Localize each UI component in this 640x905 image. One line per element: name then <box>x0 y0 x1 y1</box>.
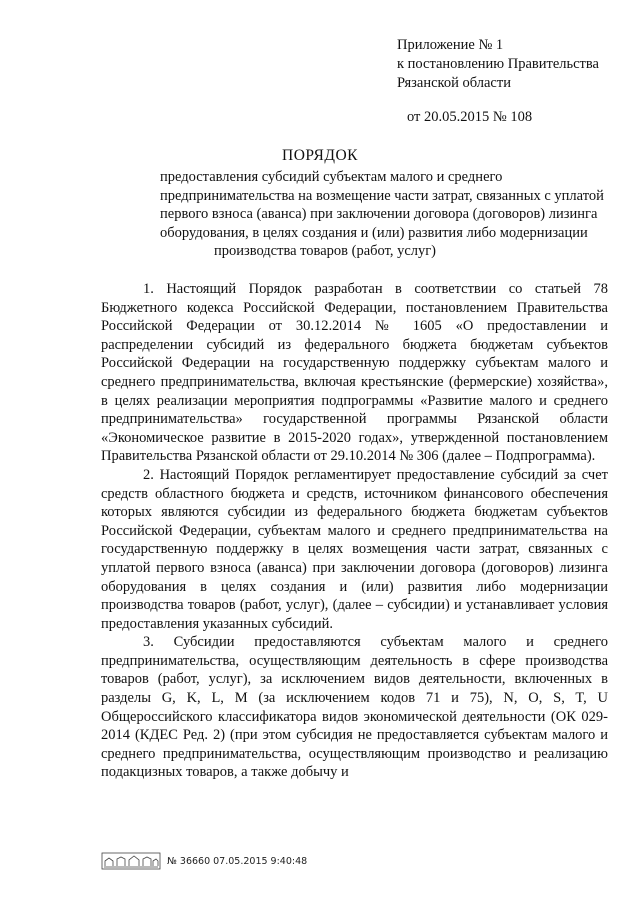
appendix-reference: к постановлению Правительства <box>397 56 599 72</box>
appendix-number: Приложение № 1 <box>397 37 504 53</box>
paragraph-3: 3. Субсидии предоставляются субъектам малого и среднего предпринимательства, осуществляющим деятельность в сфере производства товаров (работ, услуг), за исключением видов деятельности, включенных в разделы G, K, L, M (за исключением кодов 71 и 75), N, O, S, T, U Общероссийского классификатора видов экономической деятельности (ОК 029-2014 (КДЕС Ред. 2) (при этом субсидия не предоставляется субъектам малого и среднего предпринимательства, осуществляющим производство и реализацию подакцизных товаров, а также добычу и <box>101 634 608 781</box>
subtitle-line: оборудования, в целях создания и (или) развития либо модернизации <box>160 224 588 241</box>
paragraph-1: 1. Настоящий Порядок разработан в соответствии со статьей 78 Бюджетного кодекса Российской Федерации, постановлением Правительства Российской Федерации от 30.12.2014 № 1605 «О предоставлении и распределении субсидий из федерального бюджета бюджетам субъектов Российской Федерации на государственную поддержку субъектам малого и среднего предпринимательства, включая крестьянские (фермерские) хозяйства», в целях реализации мероприятия подпрограммы «Развитие малого и среднего предпринимательства» государственной программы Рязанской области «Экономическое развитие в 2015-2020 годах», утвержденной постановлением Правительства Рязанской области от 29.10.2014 № 306 (далее – Подпрограмма). <box>101 281 608 465</box>
subtitle-line: производства товаров (работ, услуг) <box>213 243 437 260</box>
subtitle-line: предпринимательства на возмещение части затрат, связанных с уплатой <box>160 187 604 204</box>
document-registration-number: № 36660 07.05.2015 9:40:48 <box>167 855 308 867</box>
document-title: ПОРЯДОК <box>282 147 358 164</box>
appendix-date: от 20.05.2015 № 108 <box>407 109 533 125</box>
subtitle-line: предоставления субсидий субъектам малого и среднего <box>160 169 503 185</box>
document-subtitle <box>160 168 604 261</box>
appendix-header <box>397 36 632 127</box>
appendix-region: Рязанской области <box>397 75 511 91</box>
paragraph-2: 2. Настоящий Порядок регламентирует предоставление субсидий за счет средств областного бюджета и средств, источником финансового обеспечения которых являются субсидии из федерального бюджета бюджетам субъектов Российской Федерации, субъектам малого и среднего предпринимательства на государственную поддержку в целях возмещения части затрат, связанных с уплатой первого взноса (аванса) при заключении договора (договоров) лизинга оборудования в целях создания и (или) развития либо модернизации производства товаров (работ, услуг), (далее – субсидии) и устанавливает условия предоставления указанных субсидий. <box>101 466 608 632</box>
registry-stamp-icon <box>101 852 161 870</box>
subtitle-line: первого взноса (аванса) при заключении договора (договоров) лизинга <box>160 206 598 223</box>
document-body <box>101 280 608 782</box>
registration-footer <box>101 852 307 870</box>
